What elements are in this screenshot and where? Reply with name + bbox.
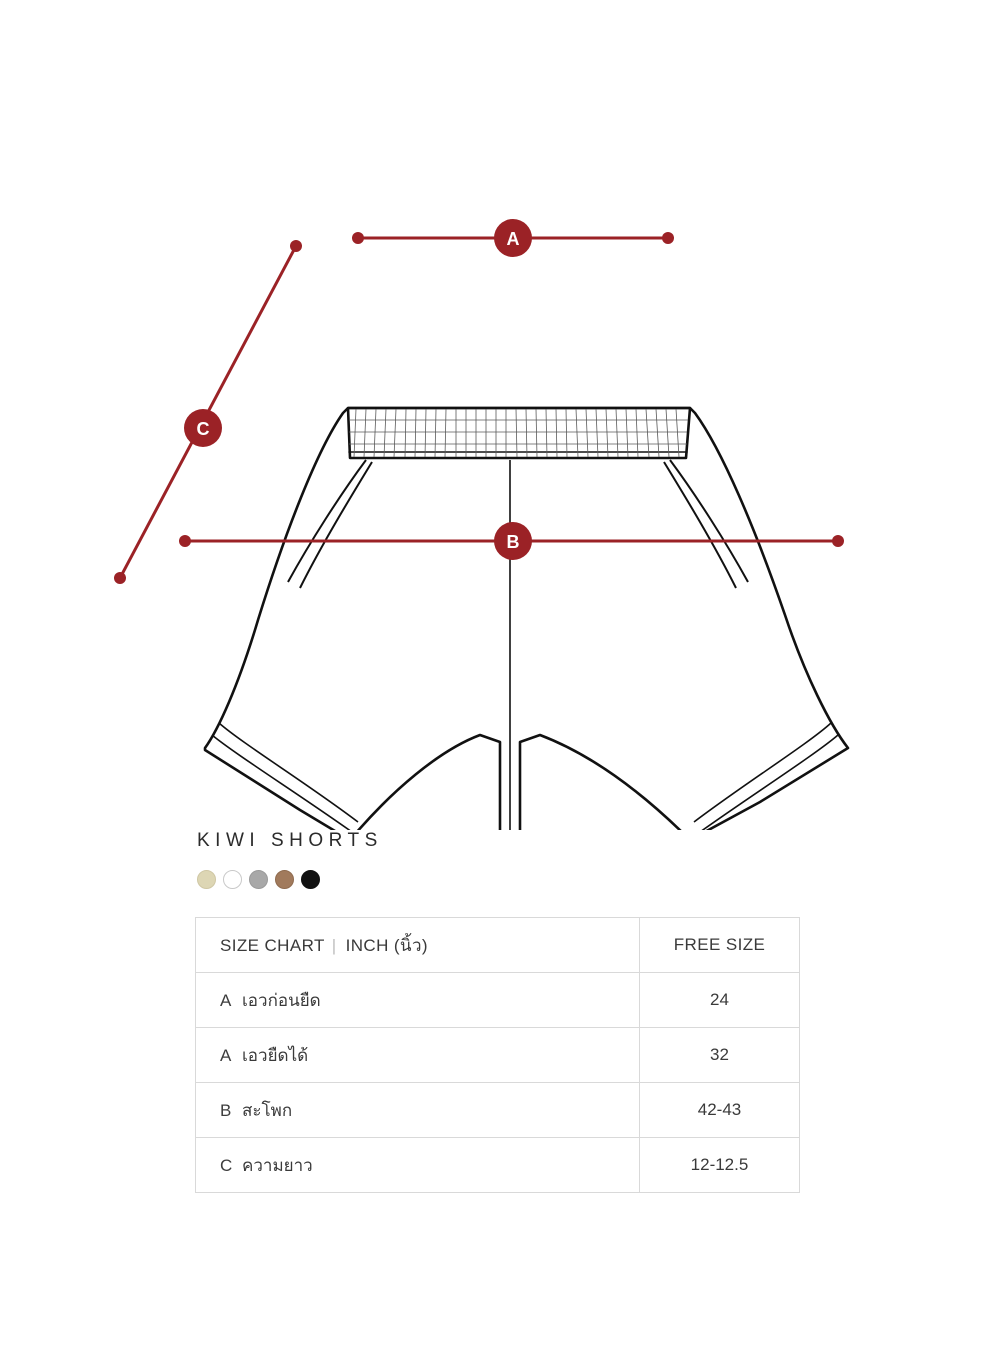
- row-text-1: เอวยืดได้: [242, 1045, 309, 1065]
- waistband: [348, 408, 690, 458]
- color-swatch-cream[interactable]: [197, 870, 216, 889]
- color-swatch-white[interactable]: [223, 870, 242, 889]
- row-label-0: [196, 973, 640, 1028]
- measure-c-label: C: [196, 419, 210, 439]
- row-text-3: ความยาว: [242, 1155, 313, 1175]
- color-swatch-brown[interactable]: [275, 870, 294, 889]
- shorts-technical-drawing: [0, 150, 1000, 830]
- header-divider: |: [331, 935, 337, 955]
- row-value-0: 24: [640, 973, 800, 1028]
- row-code-2: B: [220, 1100, 232, 1120]
- page-title: KIWI SHORTS: [197, 830, 383, 851]
- table-row: [196, 973, 800, 1028]
- row-label-2: [196, 1083, 640, 1138]
- size-chart-title: SIZE CHART: [220, 935, 325, 955]
- shorts-outline: [205, 408, 848, 830]
- product-info: [195, 830, 835, 1193]
- measure-b-label: B: [506, 532, 520, 552]
- row-text-2: สะโพก: [242, 1100, 293, 1120]
- waistband-ribbing: [349, 409, 688, 457]
- measure-c: [114, 240, 302, 584]
- row-code-0: A: [220, 990, 232, 1010]
- row-value-3: 12-12.5: [640, 1138, 800, 1193]
- color-swatch-list: [197, 870, 835, 889]
- row-label-1: [196, 1028, 640, 1083]
- row-code-1: A: [220, 1045, 232, 1065]
- color-swatch-black[interactable]: [301, 870, 320, 889]
- table-header-row: [196, 918, 800, 973]
- size-chart-header-right: FREE SIZE: [640, 918, 800, 973]
- table-row: [196, 1028, 800, 1083]
- size-chart-header-left: [196, 918, 640, 973]
- row-value-1: 32: [640, 1028, 800, 1083]
- row-label-3: [196, 1138, 640, 1193]
- size-chart-unit: INCH (นิ้ว): [345, 935, 428, 955]
- row-code-3: C: [220, 1155, 233, 1175]
- size-chart-table: [195, 917, 800, 1193]
- measure-a: [352, 219, 674, 257]
- table-row: [196, 1138, 800, 1193]
- color-swatch-grey[interactable]: [249, 870, 268, 889]
- table-row: [196, 1083, 800, 1138]
- row-text-0: เอวก่อนยืด: [242, 990, 321, 1010]
- measure-a-label: A: [506, 229, 520, 249]
- row-value-2: 42-43: [640, 1083, 800, 1138]
